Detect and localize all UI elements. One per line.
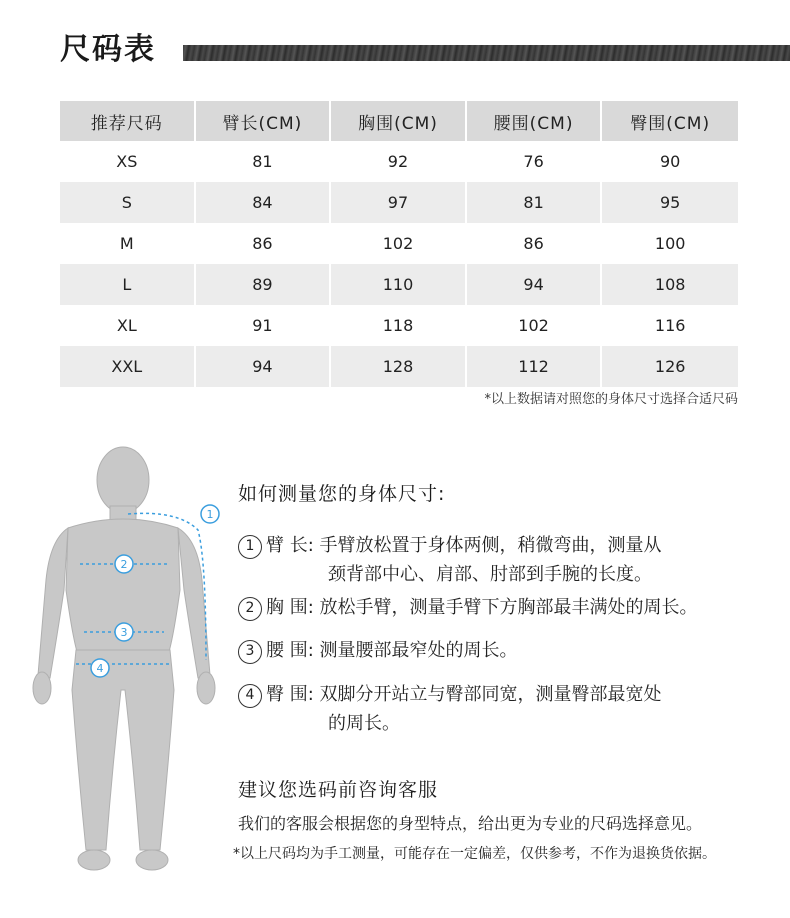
cell-size: L (60, 264, 196, 305)
advice-text: 我们的客服会根据您的身型特点，给出更为专业的尺码选择意见。 (238, 814, 703, 833)
cell-hip: 108 (602, 264, 738, 305)
item-text: 双脚分开站立与臀部同宽，测量臀部最宽处 (319, 684, 662, 705)
header-size: 推荐尺码 (60, 101, 196, 141)
item-number: 4 (238, 684, 262, 708)
cell-chest: 102 (331, 223, 467, 264)
table-row (60, 346, 738, 387)
item-text: 放松手臂，测量手臂下方胸部最丰满处的周长。 (319, 597, 698, 618)
marker-2-label: 2 (120, 558, 128, 571)
measure-item-hip (238, 680, 662, 738)
marker-1-label: 1 (206, 508, 214, 521)
item-text: 测量腰部最窄处的周长。 (319, 640, 518, 661)
cell-hip: 100 (602, 223, 738, 264)
measure-item-arm-length (238, 531, 662, 589)
item-number: 1 (238, 535, 262, 559)
cell-arm-length: 86 (196, 223, 332, 264)
page-title: 尺码表 (60, 32, 156, 67)
item-number: 2 (238, 597, 262, 621)
cell-size: M (60, 223, 196, 264)
cell-waist: 94 (467, 264, 603, 305)
table-header-row (60, 101, 738, 141)
cell-waist: 112 (467, 346, 603, 387)
item-label: 臀 围: (266, 684, 314, 705)
header-chest: 胸围(CM) (331, 101, 467, 141)
item-text: 手臂放松置于身体两侧，稍微弯曲，测量从 (319, 535, 662, 556)
item-number: 3 (238, 640, 262, 664)
item-label: 臂 长: (266, 535, 314, 556)
cell-size: XL (60, 305, 196, 346)
human-silhouette (33, 447, 215, 870)
cell-chest: 118 (331, 305, 467, 346)
measure-item-chest (238, 593, 698, 622)
cell-chest: 110 (331, 264, 467, 305)
table-row (60, 223, 738, 264)
item-label: 胸 围: (266, 597, 314, 618)
advice-heading: 建议您选码前咨询客服 (238, 779, 439, 801)
cell-chest: 128 (331, 346, 467, 387)
table-row (60, 264, 738, 305)
item-label: 腰 围: (266, 640, 314, 661)
marker-3-label: 3 (120, 626, 128, 639)
cell-arm-length: 91 (196, 305, 332, 346)
item-text-cont: 颈背部中心、肩部、肘部到手腕的长度。 (328, 564, 652, 585)
body-measurement-figure (28, 440, 228, 890)
header-waist: 腰围(CM) (467, 101, 603, 141)
cell-arm-length: 89 (196, 264, 332, 305)
cell-hip: 116 (602, 305, 738, 346)
title-decor-bar (183, 45, 790, 61)
table-row (60, 182, 738, 223)
cell-hip: 95 (602, 182, 738, 223)
item-text-cont: 的周长。 (328, 713, 400, 734)
cell-arm-length: 84 (196, 182, 332, 223)
header-arm-length: 臂长(CM) (196, 101, 332, 141)
cell-arm-length: 81 (196, 141, 332, 182)
cell-waist: 102 (467, 305, 603, 346)
cell-waist: 81 (467, 182, 603, 223)
cell-size: XXL (60, 346, 196, 387)
cell-arm-length: 94 (196, 346, 332, 387)
cell-waist: 86 (467, 223, 603, 264)
table-row (60, 305, 738, 346)
marker-4-label: 4 (96, 662, 104, 675)
advice-note: *以上尺码均为手工测量，可能存在一定偏差，仅供参考，不作为退换货依据。 (233, 846, 716, 862)
table-row (60, 141, 738, 182)
cell-chest: 92 (331, 141, 467, 182)
cell-waist: 76 (467, 141, 603, 182)
cell-hip: 90 (602, 141, 738, 182)
table-note: *以上数据请对照您的身体尺寸选择合适尺码 (484, 392, 738, 407)
measure-heading: 如何测量您的身体尺寸: (238, 483, 446, 505)
measure-item-waist (238, 636, 518, 665)
cell-size: S (60, 182, 196, 223)
cell-chest: 97 (331, 182, 467, 223)
cell-hip: 126 (602, 346, 738, 387)
size-table (60, 101, 738, 387)
header-hip: 臀围(CM) (602, 101, 738, 141)
cell-size: XS (60, 141, 196, 182)
